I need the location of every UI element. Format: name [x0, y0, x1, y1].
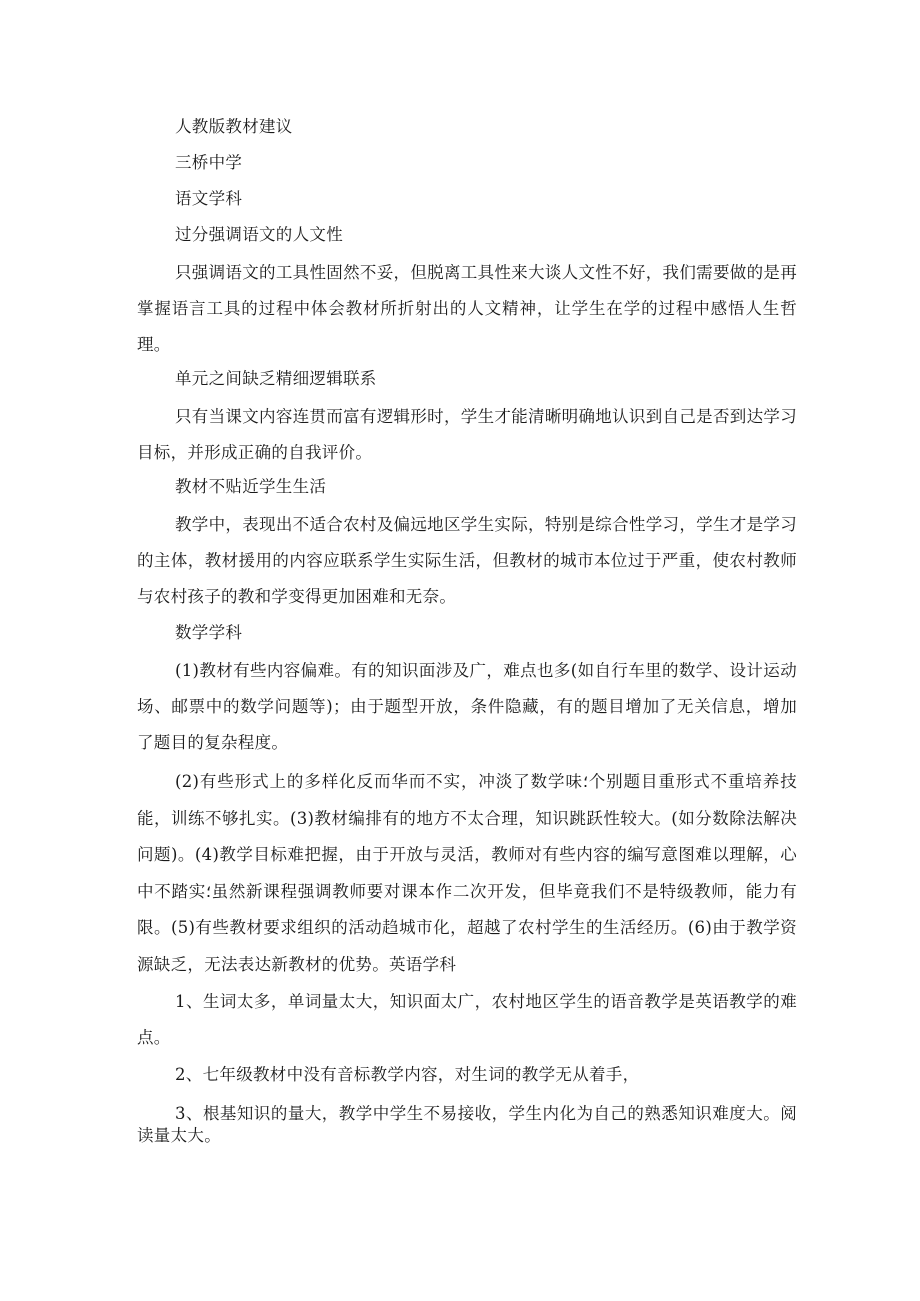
math-item-1: (1)教材有些内容偏难。有的知识面涉及广，难点也多(如自行车里的数学、设计运动场、邮票中的数学问题等)；由于题型开放，条件隐藏，有的题目增加了无关信息，增加了题目的复杂程度。: [137, 661, 797, 752]
english-item-1: 1、生词太多，单词量太大，知识面太广，农村地区学生的语音教学是英语教学的难点。: [137, 992, 797, 1047]
english-item-3: 3、根基知识的量大，教学中学生不易接收，学生内化为自己的熟悉知识难度大。阅读量太大。: [137, 1104, 797, 1145]
math-subject-heading: 数学学科: [175, 623, 243, 642]
english-item-2: 2、七年级教材中没有音标教学内容，对生词的教学无从着手，: [175, 1065, 640, 1084]
school-name: 三桥中学: [175, 153, 243, 172]
chinese-topic-3-text: 教学中，表现出不适合农村及偏远地区学生实际，特别是综合性学习，学生才是学习的主体，教材援用的内容应联系学生实际生活，但教材的城市本位过于严重，使农村教师与农村孩子的教和学变得更加困难和无奈。: [137, 515, 797, 606]
chinese-topic-1-heading: 过分强调语文的人文性: [175, 225, 343, 244]
chinese-topic-3-heading: 教材不贴近学生生活: [175, 477, 327, 496]
math-item-2: (2)有些形式上的多样化反而华而不实，冲淡了数学味؛个别题目重形式不重培养技能，训练不够扎实。(3)教材编排有的地方不太合理，知识跳跃性较大。(如分数除法解决问题)。(4)教学目标难把握，由于开放与灵活，教师对有些内容的编写意图难以理解，心中不踏实؛虽然新课程强调教师要对课本作二次开发，但毕竟我们不是特级教师，能力有限。(5)有些教材要求组织的活动趋城市化，超越了农村学生的生活经历。(6)由于教学资源缺乏，无法表达新教材的优势。英语学科: [137, 772, 798, 974]
chinese-topic-1-text: 只强调语文的工具性固然不妥，但脱离工具性来大谈人文性不好，我们需要做的是再掌握语言工具的过程中体会教材所折射出的人文精神，让学生在学的过程中感悟人生哲理。: [137, 263, 797, 354]
chinese-topic-2-heading: 单元之间缺乏精细逻辑联系: [175, 369, 377, 388]
chinese-topic-2-text: 只有当课文内容连贯而富有逻辑形时，学生才能清晰明确地认识到自己是否到达学习目标，并形成正确的自我评价。: [137, 407, 797, 462]
document-title: 人教版教材建议: [175, 117, 293, 136]
chinese-subject-heading: 语文学科: [175, 189, 243, 208]
